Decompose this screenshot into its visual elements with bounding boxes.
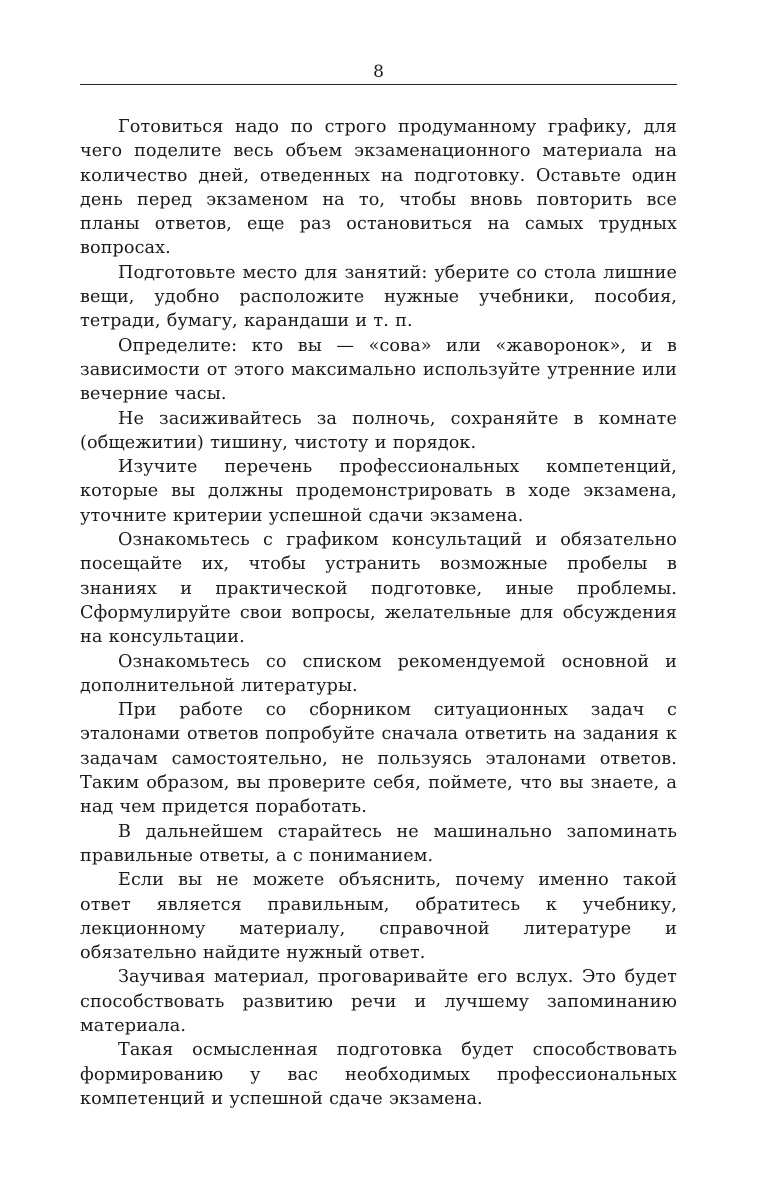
page-number: 8 [373,62,384,82]
paragraph-8: При работе со сборником ситуационных задач с эталонами ответов попробуйте сначала ответить на задания к задачам самостоятельно, не пользуясь эталонами ответов. Таким образом, вы проверите себя, поймете, что вы знаете, а над чем придется поработать. [80,700,677,818]
paragraph-6: Ознакомьтесь с графиком консультаций и обязательно посещайте их, чтобы устранить возможные пробелы в знаниях и практической подготовке, иные проблемы. Сформулируйте свои вопросы, желательные для обсуждения на консультации. [80,530,677,648]
paragraph-5: Изучите перечень профессиональных компетенций, которые вы должны продемонстрировать в ходе экзамена, уточните критерии успешной сдачи экзамена. [80,457,677,526]
paragraph-10: Если вы не можете объяснить, почему именно такой ответ является правильным, обратитесь к учебнику, лекционному материалу, справочной литературе и обязательно найдите нужный ответ. [80,870,677,964]
paragraph-1: Готовиться надо по строго продуманному графику, для чего поделите весь объем экзаменационного материала на количество дней, отведенных на подготовку. Оставьте один день перед экзаменом на то, чтобы вновь повторить все планы ответов, еще раз остановиться на самых трудных вопросах. [80,117,677,259]
paragraph-9: В дальнейшем старайтесь не машинально запоминать правильные ответы, а с пониманием. [80,821,677,866]
body-text [80,115,677,1111]
paragraph-2: Подготовьте место для занятий: уберите со стола лишние вещи, удобно расположите нужные учебники, пособия, тетради, бумагу, карандаши и т. п. [80,262,677,332]
header-rule [80,84,677,85]
paragraph-7: Ознакомьтесь со списком рекомендуемой основной и дополнительной литературы. [80,651,677,696]
paragraph-4: Не засиживайтесь за полночь, сохраняйте в комнате (общежитии) тишину, чистоту и порядок. [80,408,677,453]
paragraph-12: Такая осмысленная подготовка будет способствовать формированию у вас необходимых профессиональных компетенций и успешной сдаче экзамена. [80,1040,677,1109]
paragraph-3: Определите: кто вы — «сова» или «жаворонок», и в зависимости от этого максимально используйте утренние или вечерние часы. [80,335,677,405]
paragraph-11: Заучивая материал, проговаривайте его вслух. Это будет способствовать развитию речи и лучшему запоминанию материала. [80,967,677,1036]
book-page [80,62,677,1111]
